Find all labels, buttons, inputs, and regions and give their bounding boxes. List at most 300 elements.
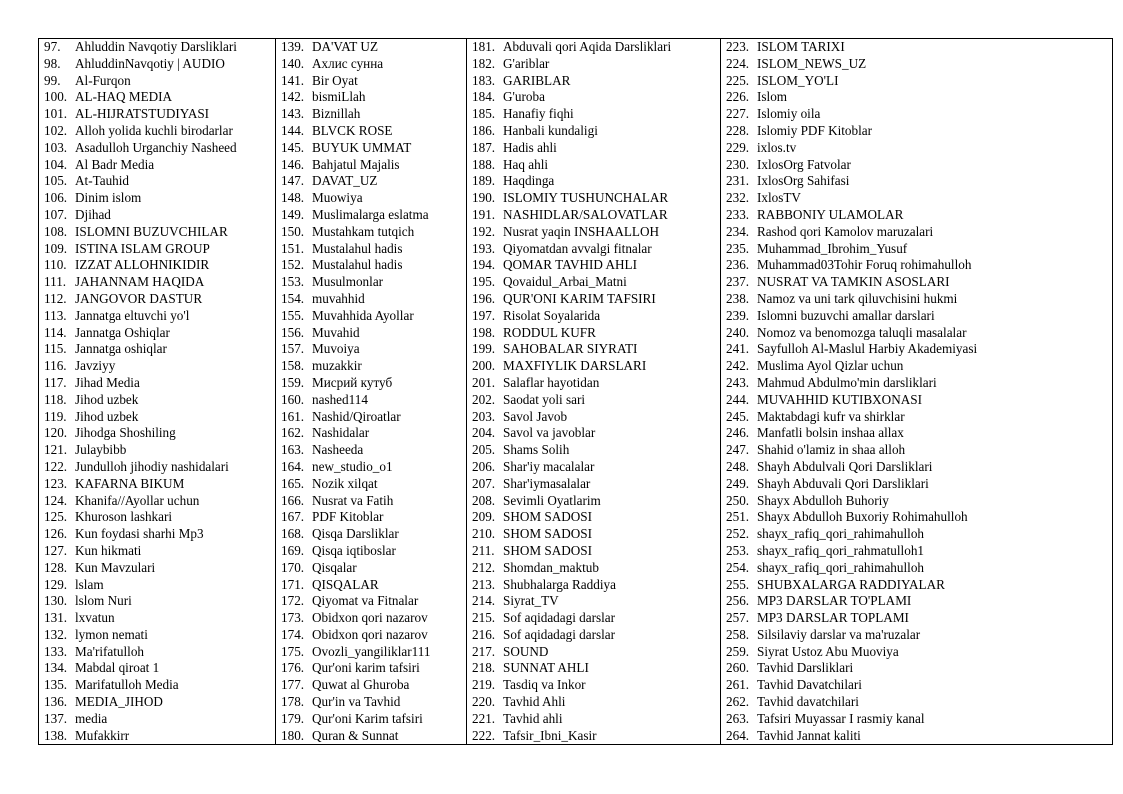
item-number: 146.	[281, 156, 305, 172]
item-text: lxvatun	[75, 610, 115, 626]
item-number: 227.	[726, 106, 750, 122]
list-item	[472, 509, 720, 526]
item-text: SAHOBALAR SIYRATI	[503, 341, 638, 357]
item-text: Muowiya	[312, 190, 363, 206]
list-item	[726, 644, 1112, 661]
item-number: 214.	[472, 593, 496, 609]
list-column-1	[39, 39, 276, 745]
list-item	[44, 526, 275, 543]
item-text: new_studio_o1	[312, 458, 393, 474]
item-text: ISLOM_NEWS_UZ	[757, 55, 867, 71]
list-item	[281, 392, 466, 409]
list-item	[472, 123, 720, 140]
list-item	[281, 308, 466, 325]
list-item	[472, 543, 720, 560]
item-number: 176.	[281, 660, 305, 676]
item-text: AhluddinNavqotiy | AUDIO	[75, 55, 225, 71]
item-number: 172.	[281, 593, 305, 609]
item-text: Shar'iymasalalar	[503, 475, 591, 491]
item-number: 213.	[472, 576, 496, 592]
item-text: ISTINA ISLAM GROUP	[75, 240, 210, 256]
item-number: 217.	[472, 643, 496, 659]
item-number: 226.	[726, 89, 750, 105]
list-item	[726, 509, 1112, 526]
list-item	[281, 375, 466, 392]
item-number: 178.	[281, 694, 305, 710]
item-text: Tafsir_Ibni_Kasir	[503, 727, 597, 743]
item-number: 260.	[726, 660, 750, 676]
item-text: Мисрий кутуб	[312, 374, 393, 390]
item-number: 180.	[281, 727, 305, 743]
item-text: MP3 DARSLAR TOPLAMI	[757, 610, 909, 626]
item-number: 254.	[726, 559, 750, 575]
item-text: Salaflar hayotidan	[503, 374, 600, 390]
list-item	[726, 711, 1112, 728]
item-number: 135.	[44, 677, 68, 693]
list-item	[281, 610, 466, 627]
item-number: 104.	[44, 156, 68, 172]
item-text: Tavhid ahli	[503, 710, 563, 726]
item-number: 105.	[44, 173, 68, 189]
list-item	[726, 140, 1112, 157]
item-number: 235.	[726, 240, 750, 256]
item-number: 255.	[726, 576, 750, 592]
item-number: 253.	[726, 542, 750, 558]
item-text: Al-Furqon	[75, 72, 131, 88]
list-item	[281, 493, 466, 510]
item-text: Sayfulloh Al-Maslul Harbiy Akademiyasi	[757, 341, 978, 357]
item-number: 216.	[472, 626, 496, 642]
item-text: Ovozli_yangiliklar111	[312, 643, 431, 659]
list-item	[472, 341, 720, 358]
item-text: PDF Kitoblar	[312, 509, 384, 525]
item-text: At-Tauhid	[75, 173, 130, 189]
item-text: Muvahid	[312, 324, 360, 340]
item-text: Djihad	[75, 206, 111, 222]
list-item	[726, 341, 1112, 358]
list-item	[726, 190, 1112, 207]
list-item	[472, 677, 720, 694]
list-item	[44, 358, 275, 375]
item-number: 210.	[472, 526, 496, 542]
item-number: 219.	[472, 677, 496, 693]
item-number: 152.	[281, 257, 305, 273]
list-item	[472, 39, 720, 56]
item-text: SHUBXALARGA RADDIYALAR	[757, 576, 945, 592]
item-number: 144.	[281, 122, 305, 138]
list-item	[726, 375, 1112, 392]
item-number: 241.	[726, 341, 750, 357]
item-text: Khanifa//Ayollar uchun	[75, 492, 200, 508]
item-text: Quran & Sunnat	[312, 727, 399, 743]
item-text: Nusrat va Fatih	[312, 492, 394, 508]
item-number: 98.	[44, 55, 61, 71]
item-text: Tasdiq va Inkor	[503, 677, 586, 693]
item-number: 246.	[726, 425, 750, 441]
item-number: 258.	[726, 626, 750, 642]
list-item	[472, 375, 720, 392]
item-text: KAFARNA BIKUM	[75, 475, 185, 491]
item-text: Biznillah	[312, 106, 361, 122]
item-number: 184.	[472, 89, 496, 105]
item-number: 263.	[726, 710, 750, 726]
item-text: Jannatga Oshiqlar	[75, 324, 170, 340]
item-text: AL-HAQ MEDIA	[75, 89, 173, 105]
list-item	[726, 392, 1112, 409]
list-item	[472, 459, 720, 476]
item-text: G'ariblar	[503, 55, 550, 71]
item-number: 200.	[472, 358, 496, 374]
list-item	[44, 190, 275, 207]
list-item	[44, 610, 275, 627]
list-column-3	[467, 39, 721, 745]
list-item	[44, 106, 275, 123]
item-number: 195.	[472, 274, 496, 290]
item-number: 193.	[472, 240, 496, 256]
item-number: 206.	[472, 458, 496, 474]
item-text: Silsilaviy darslar va ma'ruzalar	[757, 626, 921, 642]
item-number: 261.	[726, 677, 750, 693]
table-row	[39, 39, 1113, 745]
item-text: Siyrat Ustoz Abu Muoviya	[757, 643, 899, 659]
item-number: 181.	[472, 39, 496, 54]
list-item	[472, 274, 720, 291]
list-item	[726, 224, 1112, 241]
item-text: Nozik xilqat	[312, 475, 378, 491]
item-number: 188.	[472, 156, 496, 172]
list-item	[44, 392, 275, 409]
item-text: Quwat al Ghuroba	[312, 677, 410, 693]
item-number: 160.	[281, 391, 305, 407]
item-number: 114.	[44, 324, 67, 340]
item-number: 116.	[44, 358, 67, 374]
item-text: Mufakkirr	[75, 727, 130, 743]
list-item	[44, 241, 275, 258]
item-text: SUNNAT AHLI	[503, 660, 589, 676]
item-number: 126.	[44, 526, 68, 542]
item-text: Tavhid Jannat kaliti	[757, 727, 861, 743]
list-item	[472, 711, 720, 728]
item-text: GARIBLAR	[503, 72, 571, 88]
list-item	[726, 660, 1112, 677]
list-item	[44, 325, 275, 342]
item-number: 128.	[44, 559, 68, 575]
item-number: 137.	[44, 710, 68, 726]
list-item	[472, 325, 720, 342]
list-item	[44, 493, 275, 510]
list-item	[44, 509, 275, 526]
item-text: Muhammad03Tohir Foruq rohimahulloh	[757, 257, 972, 273]
item-text: Qiyomatdan avvalgi fitnalar	[503, 240, 652, 256]
item-number: 159.	[281, 374, 305, 390]
list-item	[44, 425, 275, 442]
item-number: 153.	[281, 274, 305, 290]
item-number: 179.	[281, 710, 305, 726]
item-number: 156.	[281, 324, 305, 340]
item-text: Jannatga oshiqlar	[75, 341, 167, 357]
item-text: Shayx Abdulloh Buxoriy Rohimahulloh	[757, 509, 968, 525]
list-item	[472, 392, 720, 409]
list-item	[726, 610, 1112, 627]
list-item	[472, 241, 720, 258]
item-number: 243.	[726, 374, 750, 390]
list-item	[472, 660, 720, 677]
item-number: 208.	[472, 492, 496, 508]
list-item	[281, 711, 466, 728]
list-item	[726, 459, 1112, 476]
list-item	[472, 526, 720, 543]
item-text: Mustalahul hadis	[312, 240, 403, 256]
item-number: 189.	[472, 173, 496, 189]
item-number: 249.	[726, 475, 750, 491]
item-number: 154.	[281, 290, 305, 306]
item-text: ISLOMNI BUZUVCHILAR	[75, 223, 228, 239]
item-text: Shayh Abduvali Qori Darsliklari	[757, 475, 929, 491]
item-text: Shomdan_maktub	[503, 559, 599, 575]
list-item	[472, 106, 720, 123]
item-text: shayx_rafiq_qori_rahmatulloh1	[757, 542, 925, 558]
item-text: Jundulloh jihodiy nashidalari	[75, 458, 229, 474]
list-item	[726, 526, 1112, 543]
list-item	[44, 73, 275, 90]
item-text: shayx_rafiq_qori_rahimahulloh	[757, 526, 925, 542]
item-text: Muvahhida Ayollar	[312, 307, 414, 323]
list-item	[472, 207, 720, 224]
item-number: 107.	[44, 206, 68, 222]
item-text: muzakkir	[312, 358, 362, 374]
item-number: 133.	[44, 643, 68, 659]
item-text: Qisqa iqtiboslar	[312, 542, 396, 558]
list-item	[472, 358, 720, 375]
item-text: Asadulloh Urganchiy Nasheed	[75, 139, 237, 155]
item-text: Saodat yoli sari	[503, 391, 586, 407]
item-text: Shayx Abdulloh Buhoriy	[757, 492, 889, 508]
list-item	[44, 123, 275, 140]
item-number: 215.	[472, 610, 496, 626]
item-text: SOUND	[503, 643, 549, 659]
item-number: 101.	[44, 106, 68, 122]
item-number: 174.	[281, 626, 305, 642]
list-item	[472, 291, 720, 308]
item-number: 190.	[472, 190, 496, 206]
list-item	[726, 543, 1112, 560]
item-text: Nashid/Qiroatlar	[312, 408, 401, 424]
item-number: 151.	[281, 240, 305, 256]
list-item	[281, 543, 466, 560]
item-number: 252.	[726, 526, 750, 542]
list-item	[472, 644, 720, 661]
item-number: 168.	[281, 526, 305, 542]
item-text: ixlos.tv	[757, 139, 797, 155]
list-item	[44, 694, 275, 711]
item-text: SHOM SADOSI	[503, 542, 593, 558]
list-item	[281, 677, 466, 694]
item-text: BLVCK ROSE	[312, 122, 393, 138]
list-item	[472, 627, 720, 644]
item-number: 256.	[726, 593, 750, 609]
item-number: 110.	[44, 257, 67, 273]
item-number: 158.	[281, 358, 305, 374]
item-number: 191.	[472, 206, 496, 222]
item-number: 136.	[44, 694, 68, 710]
item-text: MAXFIYLIK DARSLARI	[503, 358, 647, 374]
list-item	[472, 409, 720, 426]
item-text: Sevimli Oyatlarim	[503, 492, 601, 508]
list-item	[726, 476, 1112, 493]
item-text: Obidxon qori nazarov	[312, 626, 428, 642]
item-text: Ahluddin Navqotiy Darsliklari	[75, 39, 237, 54]
item-number: 204.	[472, 425, 496, 441]
list-item	[726, 677, 1112, 694]
list-item	[44, 711, 275, 728]
item-text: Nomoz va benomozga taluqli masalalar	[757, 324, 967, 340]
item-text: Hadis ahli	[503, 139, 557, 155]
list-item	[281, 627, 466, 644]
item-text: Alloh yolida kuchli birodarlar	[75, 122, 233, 138]
item-number: 222.	[472, 727, 496, 743]
item-number: 112.	[44, 290, 67, 306]
item-text: QOMAR TAVHID AHLI	[503, 257, 637, 273]
item-number: 192.	[472, 223, 496, 239]
item-number: 170.	[281, 559, 305, 575]
item-text: Nasheeda	[312, 442, 364, 458]
item-text: MP3 DARSLAR TO'PLAMI	[757, 593, 912, 609]
item-text: Muvoiya	[312, 341, 360, 357]
list-item	[726, 173, 1112, 190]
item-number: 209.	[472, 509, 496, 525]
item-text: Tavhid Ahli	[503, 694, 566, 710]
list-item	[726, 73, 1112, 90]
item-text: ISLOM TARIXI	[757, 39, 845, 54]
item-text: Julaybibb	[75, 442, 127, 458]
item-text: IZZAT ALLOHNIKIDIR	[75, 257, 210, 273]
item-text: Qur'oni Karim tafsiri	[312, 710, 423, 726]
item-text: Tavhid Davatchilari	[757, 677, 862, 693]
list-item	[44, 140, 275, 157]
list-item	[472, 593, 720, 610]
list-item	[281, 241, 466, 258]
list-item	[472, 173, 720, 190]
item-number: 122.	[44, 458, 68, 474]
list-item	[472, 224, 720, 241]
item-text: media	[75, 710, 108, 726]
list-item	[726, 694, 1112, 711]
list-item	[472, 560, 720, 577]
list-item	[44, 442, 275, 459]
item-number: 257.	[726, 610, 750, 626]
list-item	[726, 442, 1112, 459]
list-item	[44, 291, 275, 308]
item-text: JAHANNAM HAQIDA	[75, 274, 205, 290]
item-text: Kun Mavzulari	[75, 559, 156, 575]
list-item	[281, 526, 466, 543]
list-item	[281, 56, 466, 73]
list-item	[726, 627, 1112, 644]
item-number: 240.	[726, 324, 750, 340]
list-item	[281, 442, 466, 459]
item-text: Shar'iy macalalar	[503, 458, 595, 474]
list-item	[472, 728, 720, 745]
item-text: Obidxon qori nazarov	[312, 610, 428, 626]
list-item	[726, 56, 1112, 73]
item-text: Qur'in va Tavhid	[312, 694, 401, 710]
item-number: 183.	[472, 72, 496, 88]
item-number: 120.	[44, 425, 68, 441]
list-item	[472, 308, 720, 325]
list-item	[726, 39, 1112, 56]
item-text: nashed114	[312, 391, 368, 407]
list-item	[726, 241, 1112, 258]
list-item	[726, 728, 1112, 745]
list-item	[281, 274, 466, 291]
item-text: bismiLlah	[312, 89, 366, 105]
item-text: SHOM SADOSI	[503, 526, 593, 542]
list-item	[281, 593, 466, 610]
item-number: 221.	[472, 710, 496, 726]
item-text: Nashidalar	[312, 425, 370, 441]
item-text: Musulmonlar	[312, 274, 384, 290]
list-item	[44, 39, 275, 56]
item-number: 127.	[44, 542, 68, 558]
item-text: Islomni buzuvchi amallar darslari	[757, 307, 935, 323]
item-number: 163.	[281, 442, 305, 458]
item-number: 108.	[44, 223, 68, 239]
item-number: 198.	[472, 324, 496, 340]
item-text: Haqdinga	[503, 173, 555, 189]
item-text: BUYUK UMMAT	[312, 139, 412, 155]
list-item	[726, 157, 1112, 174]
item-number: 239.	[726, 307, 750, 323]
item-number: 238.	[726, 290, 750, 306]
list-item	[281, 560, 466, 577]
item-number: 186.	[472, 122, 496, 138]
item-text: Risolat Soyalarida	[503, 307, 601, 323]
item-number: 220.	[472, 694, 496, 710]
item-number: 155.	[281, 307, 305, 323]
list-item	[472, 257, 720, 274]
item-text: Hanbali kundaligi	[503, 122, 598, 138]
item-text: Marifatulloh Media	[75, 677, 179, 693]
list-item	[726, 89, 1112, 106]
item-text: Savol Javob	[503, 408, 568, 424]
item-text: shayx_rafiq_qori_rahimahulloh	[757, 559, 925, 575]
item-number: 166.	[281, 492, 305, 508]
item-text: RODDUL KUFR	[503, 324, 596, 340]
list-item	[281, 660, 466, 677]
item-text: NASHIDLAR/SALOVATLAR	[503, 206, 668, 222]
item-text: G'uroba	[503, 89, 545, 105]
item-number: 225.	[726, 72, 750, 88]
item-text: Mabdal qiroat 1	[75, 660, 160, 676]
item-number: 119.	[44, 408, 67, 424]
item-number: 150.	[281, 223, 305, 239]
item-number: 233.	[726, 206, 750, 222]
item-text: Abduvali qori Aqida Darsliklari	[503, 39, 672, 54]
item-number: 237.	[726, 274, 750, 290]
item-number: 132.	[44, 626, 68, 642]
item-number: 139.	[281, 39, 305, 54]
item-text: Siyrat_TV	[503, 593, 559, 609]
list-item	[281, 459, 466, 476]
list-item	[726, 560, 1112, 577]
item-text: QUR'ONI KARIM TAFSIRI	[503, 290, 656, 306]
item-number: 242.	[726, 358, 750, 374]
item-number: 197.	[472, 307, 496, 323]
item-text: Qiyomat va Fitnalar	[312, 593, 419, 609]
list-item	[726, 358, 1112, 375]
item-text: Tavhid davatchilari	[757, 694, 859, 710]
list-item	[472, 140, 720, 157]
